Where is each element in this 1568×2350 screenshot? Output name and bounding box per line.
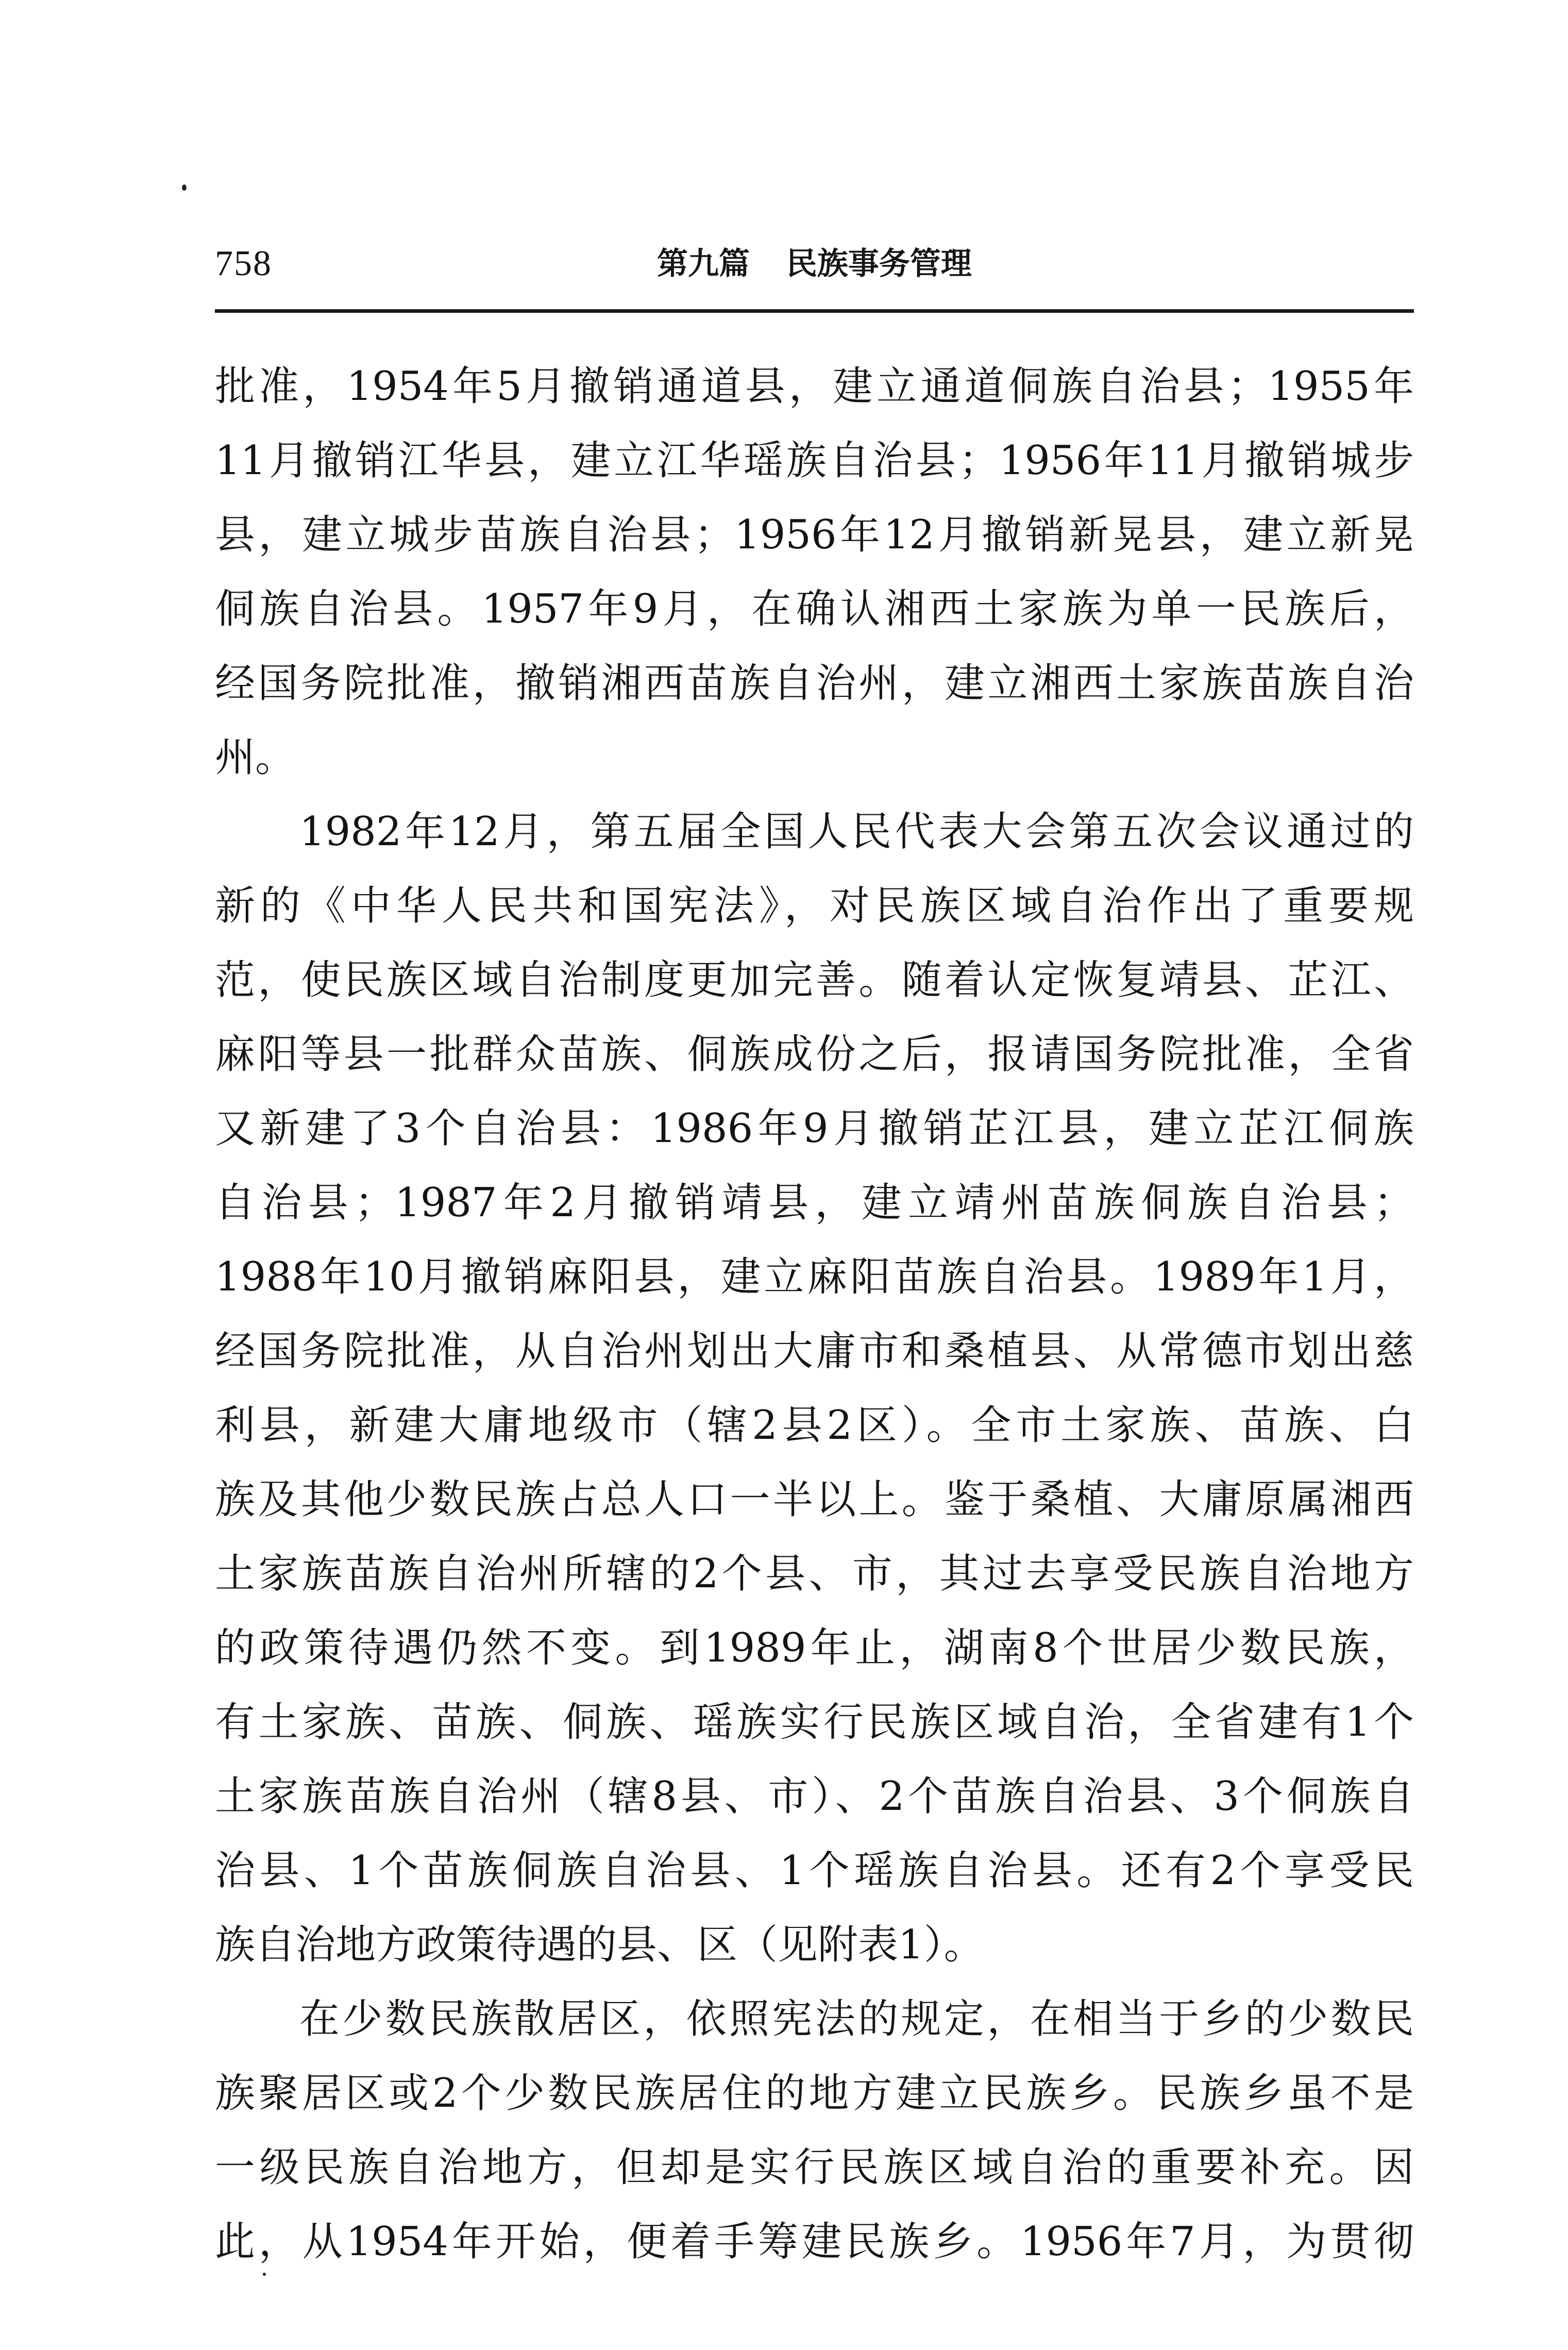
text-line: 新的《中华人民共和国宪法》，对民族区域自治作出了重要规	[215, 883, 1414, 929]
text-line: 1988年10月撤销麻阳县，建立麻阳苗族自治县。1989年1月，	[215, 1254, 1414, 1300]
text-line: 经国务院批准，撤销湘西苗族自治州，建立湘西土家族苗族自治	[215, 660, 1414, 707]
text-line: 麻阳等县一批群众苗族、侗族成份之后，报请国务院批准，全省	[215, 1031, 1414, 1078]
text-line: 治县、1个苗族侗族自治县、1个瑶族自治县。还有2个享受民	[215, 1848, 1414, 1894]
text-line: 范，使民族区域自治制度更加完善。随着认定恢复靖县、芷江、	[215, 957, 1414, 1003]
text-line: 土家族苗族自治州所辖的2个县、市，其过去享受民族自治地方	[215, 1551, 1414, 1597]
running-title: 第九篇 民族事务管理	[657, 246, 972, 282]
text-line: 经国务院批准，从自治州划出大庸市和桑植县、从常德市划出慈	[215, 1328, 1414, 1374]
text-line: 族及其他少数民族占总人口一半以上。鉴于桑植、大庸原属湘西	[215, 1476, 1414, 1523]
page-header	[215, 238, 1414, 300]
text-line: 族聚居区或2个少数民族居住的地方建立民族乡。民族乡虽不是	[215, 2070, 1414, 2117]
paragraph-start-line: 在少数民族散居区，依照宪法的规定，在相当于乡的少数民	[299, 1996, 1414, 2042]
text-line: 土家族苗族自治州（辖8县、市）、2个苗族自治县、3个侗族自	[215, 1773, 1414, 1820]
header-rule	[215, 309, 1414, 313]
text-line: 此，从1954年开始，便着手筹建民族乡。1956年7月，为贯彻	[215, 2219, 1414, 2265]
text-line: 族自治地方政策待遇的县、区（见附表1）。	[215, 1922, 984, 1968]
text-line: 州。	[215, 734, 296, 781]
text-line: 又新建了3个自治县：1986年9月撤销芷江县，建立芷江侗族	[215, 1105, 1414, 1152]
text-line: 利县，新建大庸地级市（辖2县2区）。全市土家族、苗族、白	[215, 1402, 1414, 1449]
text-line: 有土家族、苗族、侗族、瑶族实行民族区域自治，全省建有1个	[215, 1699, 1414, 1745]
scan-speck	[182, 184, 187, 191]
text-line: 侗族自治县。1957年9月，在确认湘西土家族为单一民族后，	[215, 586, 1414, 632]
paragraph-start-line: 1982年12月，第五届全国人民代表大会第五次会议通过的	[299, 809, 1414, 855]
body-text	[215, 349, 1414, 2279]
text-line: 自治县；1987年2月撤销靖县，建立靖州苗族侗族自治县；	[215, 1180, 1414, 1226]
text-line: 批准，1954年5月撤销通道县，建立通道侗族自治县；1955年	[215, 363, 1414, 410]
text-line: 县，建立城步苗族自治县；1956年12月撤销新晃县，建立新晃	[215, 512, 1414, 558]
page-number: 758	[215, 244, 272, 283]
text-line: 的政策待遇仍然不变。到1989年止，湖南8个世居少数民族，	[215, 1625, 1414, 1671]
text-line: 一级民族自治地方，但却是实行民族区域自治的重要补充。因	[215, 2144, 1414, 2191]
text-line: 11月撤销江华县，建立江华瑶族自治县；1956年11月撤销城步	[215, 438, 1414, 484]
